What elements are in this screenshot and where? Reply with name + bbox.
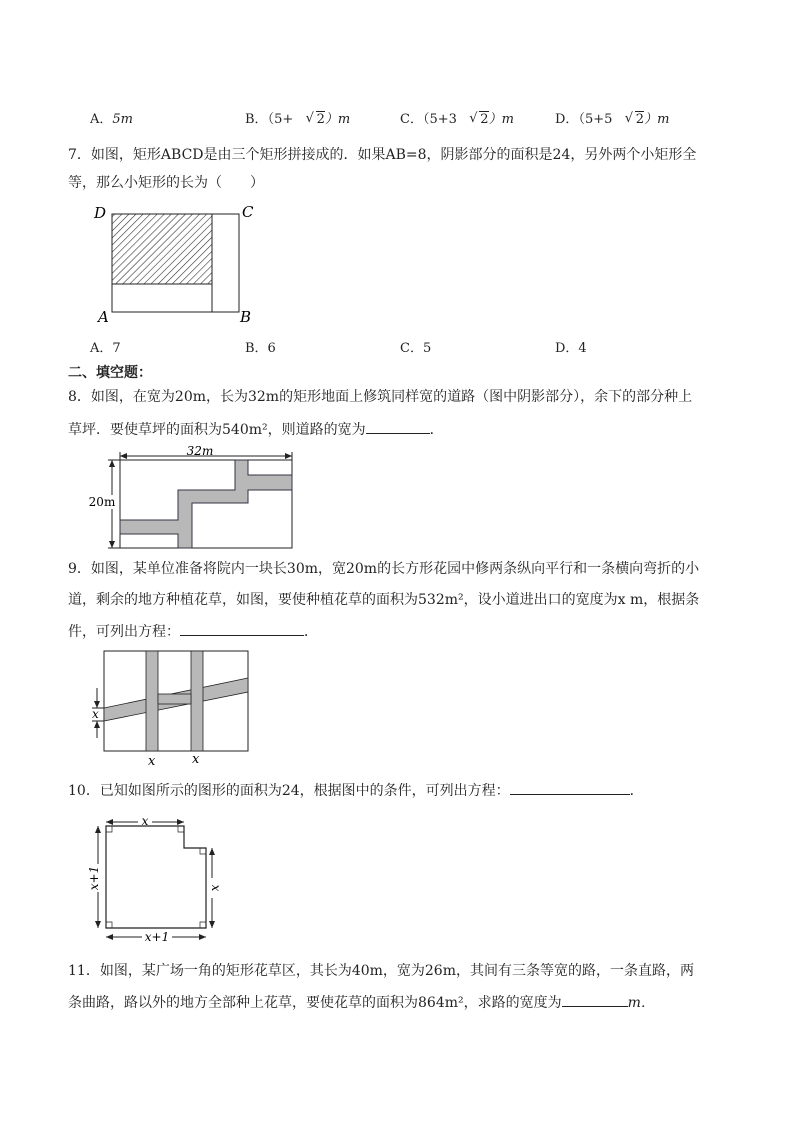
label-d: D (94, 204, 107, 222)
radicand: 2 (316, 112, 325, 127)
right-label-x: x (209, 884, 223, 892)
option-pre: （5+3 (422, 112, 457, 127)
vertical-path-2 (191, 651, 203, 751)
q8-line-2 (68, 419, 444, 440)
option-post: ）m (324, 112, 351, 127)
vertical-path-1 (146, 651, 158, 751)
q7-option-a: A．7 (90, 341, 121, 356)
section-title-fill-in: 二、填空题： (68, 365, 152, 381)
q10-text: 10．已知如图所示的图形的面积为24，根据图中的条件，可列出方程： (68, 783, 510, 799)
label-c: C (242, 203, 254, 221)
q8-figure-road (82, 444, 302, 552)
q8-text: 草坪．要使草坪的面积为540m²，则道路的宽为 (68, 422, 366, 438)
option-letter: C． (400, 112, 423, 127)
q11-answer-blank[interactable] (562, 992, 628, 1007)
q8-line-1: 8．如图，在宽为20m，长为32m的矩形地面上修筑同样宽的道路（图中阴影部分），余下的部分种上 (68, 389, 693, 405)
q10-answer-blank[interactable] (510, 780, 630, 795)
q6-option-c (400, 108, 514, 127)
radicand: 2 (635, 112, 645, 127)
q7-option-c: C．5 (400, 341, 432, 356)
x-label-left: x (92, 707, 99, 721)
top-label: 32m (186, 444, 214, 458)
q9-period: ． (304, 624, 318, 640)
q11-text: 条曲路，路以外的地方全部种上花草，要使花草的面积为864m²，求路的宽度为 (68, 995, 562, 1011)
q9-answer-blank[interactable] (180, 621, 304, 636)
q7-line-2: 等，那么小矩形的长为（ ） (68, 175, 264, 191)
q9-figure-garden (84, 646, 254, 770)
option-letter: D． (555, 112, 579, 127)
q10-period: ． (629, 783, 644, 799)
q9-line-1: 9．如图，某单位准备将院内一块长30m，宽20m的长方形花园中修两条纵向平行和一条横向弯折的小 (68, 561, 700, 577)
q9-line-3 (68, 621, 318, 642)
option-letter: B． (245, 112, 268, 127)
option-post: ）m (644, 112, 670, 127)
q11-unit: m． (627, 995, 655, 1011)
x-label-path-2: x (192, 752, 200, 767)
lawn-rectangle (120, 460, 292, 548)
top-label-x: x (141, 814, 149, 828)
q9-text: 件，可列出方程： (68, 624, 180, 640)
option-post: ）m (488, 112, 514, 127)
q7-line-1: 7．如图，矩形ABCD是由三个矩形拼接成的．如果AB=8，阴影部分的面积是24，另外两个小矩形全 (68, 147, 697, 163)
sqrt-symbol (625, 112, 644, 127)
label-b: B (240, 308, 252, 326)
q11-line-2 (68, 992, 655, 1013)
left-label: 20m (88, 495, 116, 509)
radicand: 2 (480, 112, 489, 127)
q8-period: ． (429, 422, 444, 438)
shaded-rectangle (112, 214, 212, 284)
q6-option-d (555, 108, 669, 127)
label-a: A (98, 308, 109, 326)
connector-path (158, 694, 191, 704)
q6-option-b (245, 108, 350, 127)
q10-line-1 (68, 780, 644, 801)
sqrt-symbol (306, 112, 325, 127)
option-pre: （5+ (267, 112, 294, 127)
option-text: 5m (112, 112, 133, 127)
q6-option-a (90, 108, 133, 127)
q10-figure-shape (86, 812, 226, 948)
bottom-label-x-plus-1: x+1 (144, 930, 170, 944)
option-pre: （5+5 (578, 112, 613, 127)
q7-option-b: B．6 (245, 341, 276, 356)
sqrt-symbol (469, 112, 488, 127)
q7-figure-rectangle-abcd (88, 198, 268, 326)
left-label-x-plus-1: x+1 (87, 865, 101, 891)
q8-answer-blank[interactable] (366, 419, 430, 434)
q11-line-1: 11．如图，某广场一角的矩形花草区，其长为40m，宽为26m，其间有三条等宽的路，一条直路，两 (68, 963, 694, 979)
q7-option-d: D．4 (555, 341, 587, 356)
notched-shape (106, 826, 206, 928)
q9-line-2: 道，剩余的地方种植花草，如图，要使种植花草的面积为532m²，设小道进出口的宽度为x m，根据条 (68, 592, 700, 608)
x-label-path-1: x (148, 754, 156, 769)
option-letter: A． (90, 112, 113, 127)
